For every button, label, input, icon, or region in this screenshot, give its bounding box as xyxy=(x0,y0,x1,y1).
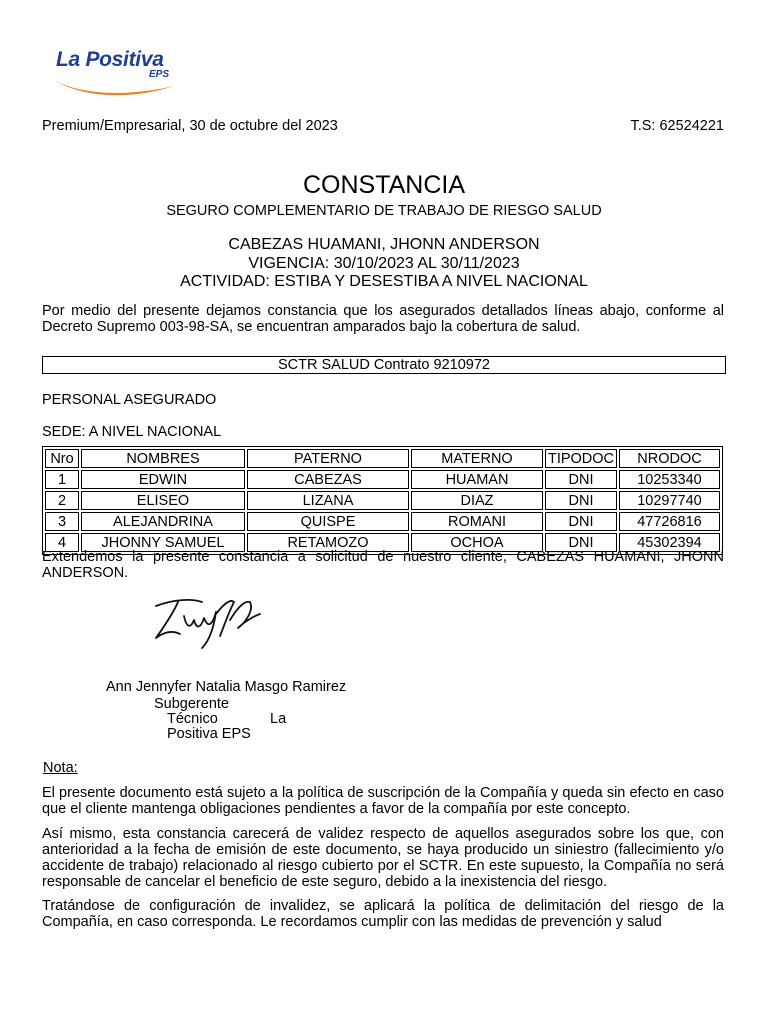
cell: LIZANA xyxy=(247,491,409,510)
sede-label: SEDE: A NIVEL NACIONAL xyxy=(42,424,222,440)
col-header: NRODOC xyxy=(619,449,720,468)
table-row xyxy=(45,491,720,510)
vigencia: VIGENCIA: 30/10/2023 AL 30/11/2023 xyxy=(248,255,520,272)
cell: DNI xyxy=(545,470,617,489)
cell: 3 xyxy=(45,512,79,531)
signer-title-3: Positiva EPS xyxy=(167,726,251,742)
col-header: NOMBRES xyxy=(81,449,245,468)
signer-title-2b: La xyxy=(270,711,287,727)
cell: 10253340 xyxy=(619,470,720,489)
cell: CABEZAS xyxy=(247,470,409,489)
insured-table xyxy=(42,446,723,555)
cell: 4 xyxy=(45,533,79,552)
header-date: Premium/Empresarial, 30 de octubre del 2023 xyxy=(42,118,338,134)
col-header: TIPODOC xyxy=(545,449,617,468)
col-header: Nro xyxy=(45,449,79,468)
page-title: CONSTANCIA xyxy=(302,171,466,199)
table-row xyxy=(45,470,720,489)
cell: OCHOA xyxy=(411,533,543,552)
cell: 45302394 xyxy=(619,533,720,552)
contract-box: SCTR SALUD Contrato 9210972 xyxy=(42,356,726,374)
table-row xyxy=(45,512,720,531)
client-name: CABEZAS HUAMANI, JHONN ANDERSON xyxy=(228,236,540,253)
intro-paragraph: Por medio del presente dejamos constancia que los asegurados detallados líneas abajo, conforme al Decreto Supremo 003-98-SA, se encuentran amparados bajo la cobertura de salud. xyxy=(42,303,724,335)
nota-paragraph-3: Tratándose de configuración de invalidez, se aplicará la política de delimitación del riesgo de la Compañía, en caso corresponda. Le recordamos cumplir con las medidas de prevención y salud xyxy=(42,898,724,930)
header-ts: T.S: 62524221 xyxy=(630,118,724,134)
col-header: MATERNO xyxy=(411,449,543,468)
cell: 47726816 xyxy=(619,512,720,531)
page-subtitle: SEGURO COMPLEMENTARIO DE TRABAJO DE RIESGO SALUD xyxy=(166,203,602,219)
cell: ROMANI xyxy=(411,512,543,531)
personal-heading: PERSONAL ASEGURADO xyxy=(42,392,217,408)
cell: QUISPE xyxy=(247,512,409,531)
cell: EDWIN xyxy=(81,470,245,489)
col-header: PATERNO xyxy=(247,449,409,468)
table-header-row xyxy=(45,449,720,468)
cell: 10297740 xyxy=(619,491,720,510)
logo-sub: EPS xyxy=(149,69,170,80)
nota-heading: Nota: xyxy=(43,760,78,776)
cell: DNI xyxy=(545,512,617,531)
la-positiva-logo xyxy=(52,48,182,100)
cell: DNI xyxy=(545,533,617,552)
cell: DNI xyxy=(545,491,617,510)
signer-title-2a: Técnico xyxy=(167,711,218,727)
cell: 2 xyxy=(45,491,79,510)
actividad: ACTIVIDAD: ESTIBA Y DESESTIBA A NIVEL NACIONAL xyxy=(180,273,588,290)
nota-paragraph-2: Así mismo, esta constancia carecerá de validez respecto de aquellos asegurados sobre los que, con anterioridad a la fecha de emisión de este documento, se haya producido un siniestro (fallecimiento y/o accidente de trabajo) relacionado al riesgo cubierto por el SCTR. En este supuesto, la Compañía no será responsable de cancelar el beneficio de este seguro, debido a la inexistencia del riesgo. xyxy=(42,826,724,890)
signer-title-1: Subgerente xyxy=(154,696,229,712)
cell: HUAMAN xyxy=(411,470,543,489)
logo-wordmark: La Positiva xyxy=(56,48,164,71)
cell: ALEJANDRINA xyxy=(81,512,245,531)
logo-swoosh-icon xyxy=(52,74,178,98)
signature-icon xyxy=(150,592,270,652)
cell: 1 xyxy=(45,470,79,489)
cell: ELISEO xyxy=(81,491,245,510)
nota-paragraph-1: El presente documento está sujeto a la política de suscripción de la Compañía y queda sin efecto en caso que el cliente mantenga obligaciones pendientes a favor de la compañía por este concepto. xyxy=(42,785,724,817)
signer-name: Ann Jennyfer Natalia Masgo Ramirez xyxy=(106,679,347,695)
closing-paragraph: Extendemos la presente constancia a solicitud de nuestro cliente, CABEZAS HUAMANI, JHONN ANDERSON. xyxy=(42,549,724,581)
cell: JHONNY SAMUEL xyxy=(81,533,245,552)
cell: DIAZ xyxy=(411,491,543,510)
cell: RETAMOZO xyxy=(247,533,409,552)
